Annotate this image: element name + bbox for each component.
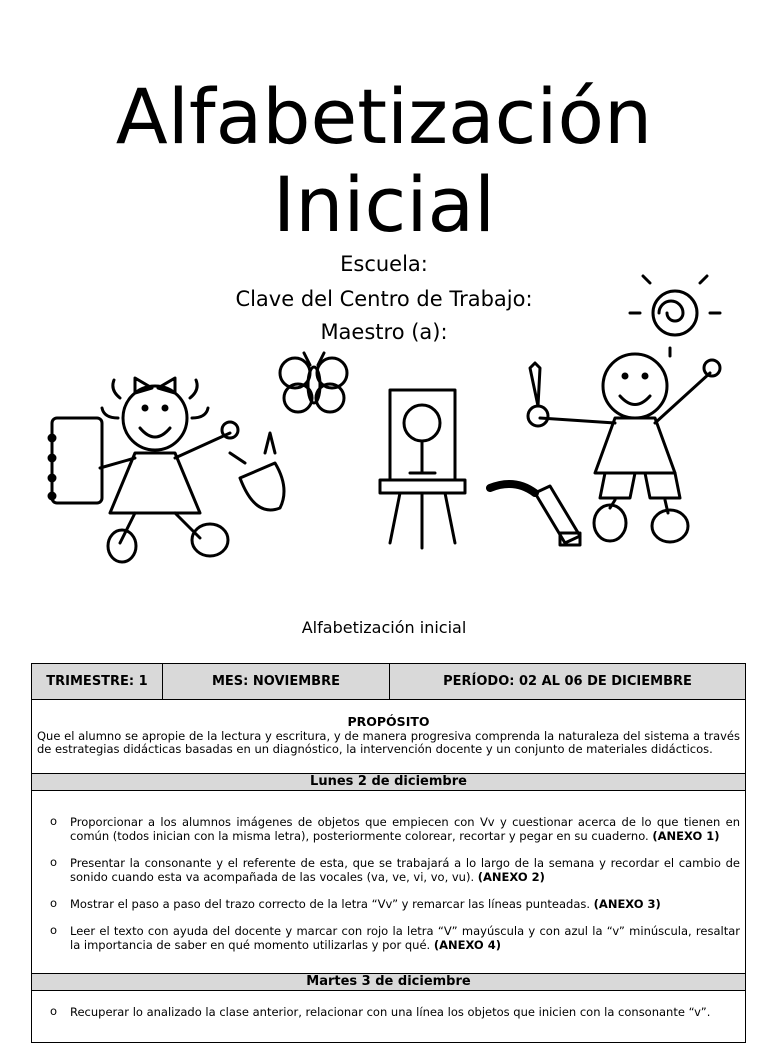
- list-item: o Recuperar lo analizado la clase anterior, relacionar con una línea los objetos que inicien con la consonante “v”.: [70, 1005, 740, 1019]
- trimester-cell: TRIMESTRE: 1: [32, 664, 163, 699]
- lesson-plan-table: [31, 663, 746, 1043]
- list-item: o Leer el texto con ayuda del docente y marcar con rojo la letra “V” mayúscula y con azul la “v” minúscula, resaltar la importancia de saber en qué momento utilizarlas y por qué. (ANEXO 4): [70, 924, 740, 952]
- tuesday-activity-list: [32, 991, 745, 1040]
- month-cell: MES: NOVIEMBRE: [163, 664, 390, 699]
- girl-drawing-icon: [49, 378, 284, 562]
- butterfly-icon: [280, 353, 347, 412]
- work-center-key-label: Clave del Centro de Trabajo:: [235, 287, 533, 311]
- document-title-line1: Alfabetización: [115, 72, 653, 161]
- list-item: o Proporcionar a los alumnos imágenes de objetos que empiecen con Vv y cuestionar acerca de lo que tienen en común (todos inician con la misma letra), posteriormente colorear, recortar y pegar en su cuaderno. (ANEXO 1): [70, 815, 740, 843]
- boy-drawing-icon: [528, 354, 720, 542]
- list-item: o Mostrar el paso a paso del trazo correcto de la letra “Vv” y remarcar las líneas punteadas. (ANEXO 3): [70, 897, 740, 911]
- document-title-line2: Inicial: [272, 160, 496, 249]
- purpose-text: Que el alumno se apropie de la lectura y escritura, y de manera progresiva comprenda la naturaleza del sistema a través de estrategias didácticas basadas en un diagnóstico, la intervención docente y un conjunto de materiales didácticos.: [37, 729, 740, 756]
- monday-activity-list: [32, 791, 745, 973]
- table-header-row: [32, 664, 745, 700]
- teacher-label: Maestro (a):: [320, 320, 448, 344]
- purpose-section: [32, 700, 745, 774]
- paint-tube-icon: [490, 484, 580, 545]
- day-header-monday: Lunes 2 de diciembre: [32, 774, 745, 791]
- subject-caption: Alfabetización inicial: [301, 618, 467, 637]
- sun-icon: [630, 276, 720, 356]
- easel-icon: [380, 390, 465, 548]
- purpose-title: PROPÓSITO: [347, 714, 430, 729]
- children-drawing-illustration: [40, 268, 740, 568]
- period-cell: PERÍODO: 02 AL 06 DE DICIEMBRE: [443, 674, 692, 689]
- day-header-tuesday: Martes 3 de diciembre: [32, 973, 745, 991]
- school-label: Escuela:: [340, 252, 428, 276]
- list-item: o Presentar la consonante y el referente de esta, que se trabajará a lo largo de la semana y recordar el cambio de sonido cuando esta va acompañada de las vocales (va, ve, vi, vo, vu). (ANEXO 2): [70, 856, 740, 884]
